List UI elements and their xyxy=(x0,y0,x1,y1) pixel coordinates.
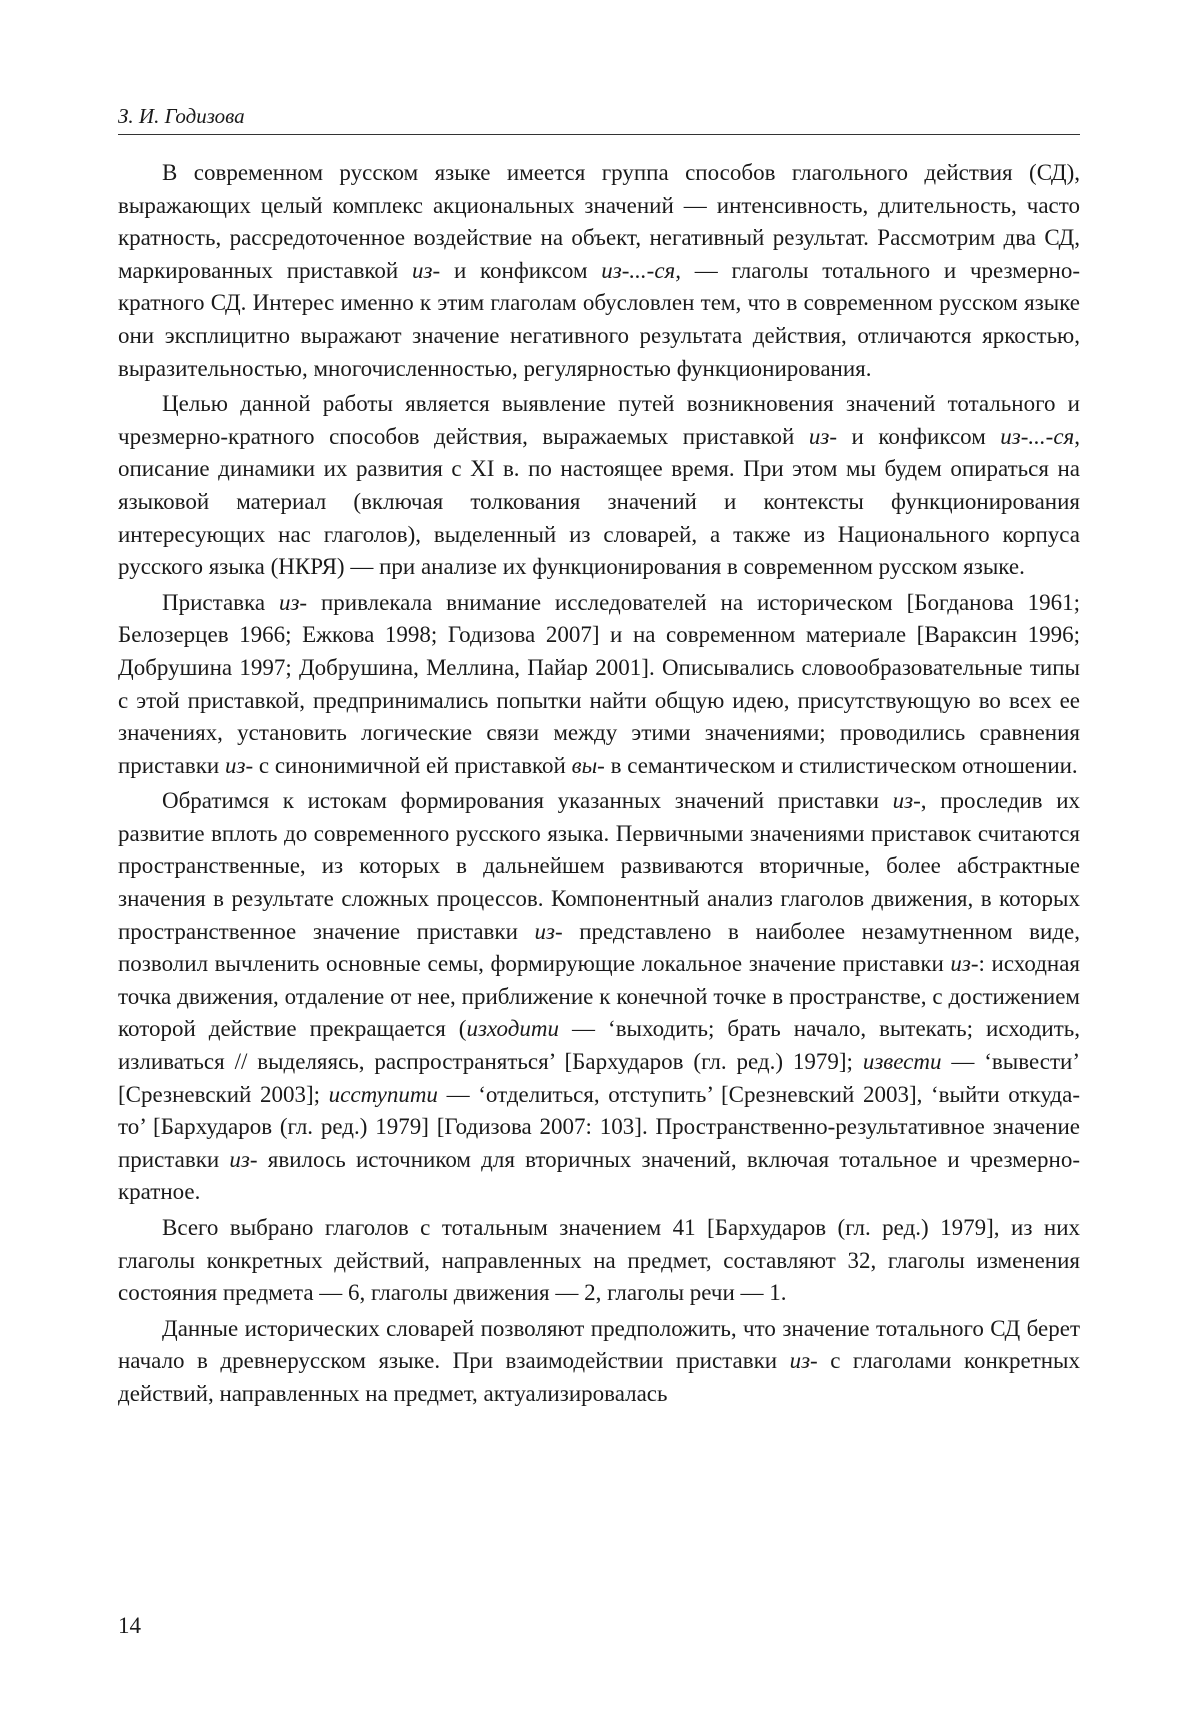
text-run: Целью данной работы является выявление путей возникновения значений тотального и чрезмерно-кратного способов действия, выражаемых приставкой xyxy=(118,391,1080,449)
paragraph xyxy=(118,785,1080,1209)
italic-term: из- xyxy=(534,918,563,944)
italic-term: из- xyxy=(808,423,837,449)
italic-term: из-...-ся xyxy=(1000,423,1075,449)
text-run: Приставка xyxy=(162,589,279,615)
text-run: с глаголами конкретных действий, направленных на предмет, актуализировалась xyxy=(118,1348,1081,1406)
italic-term: исступити xyxy=(328,1081,438,1107)
text-run: Данные исторических словарей позволяют предположить, что значение тотального СД берет начало в древнерусском языке. При взаимодействии приставки xyxy=(118,1315,1080,1374)
paragraph xyxy=(118,388,1080,584)
italic-term: изходити xyxy=(466,1016,560,1042)
paragraph xyxy=(118,587,1080,783)
text-run: и конфиксом xyxy=(440,257,602,283)
text-run: В современном русском языке имеется группа способов глагольного действия (СД), выражающих целый комплекс акциональных значений — интенсивность, длительность, часто кратность, рассредоточенное воздействие на объект, негативный результат. Рассмотрим два СД, маркированных приставкой xyxy=(118,160,1080,283)
text-run: , описание динамики их развития с XI в. по настоящее время. При этом мы будем опираться на языковой материал (включая толкования значений и контексты функционирования интересующих нас глаголов), выделенный из словарей, а также из Национального корпуса русского языка (НКРЯ) — при анализе их функционирования в современном русском языке. xyxy=(118,423,1080,580)
text-run: — ‘выходить; брать начало, вытекать; исходить, изливаться // выделяясь, распространяться’ [Бархударов (гл. ред.) 1979]; xyxy=(118,1016,1081,1075)
text-run: Всего выбрано глаголов с тотальным значением 41 [Бархударов (гл. ред.) 1979], из них глаголы конкретных действий, направленных на предмет, составляют 32, глаголы изменения состояния предмета — 6, глаголы движения — 2, глаголы речи — 1. xyxy=(118,1215,1080,1306)
text-run: — ‘вывести’ [Срезневский 2003]; xyxy=(118,1049,1080,1107)
text-run: и конфиксом xyxy=(836,423,1001,449)
italic-term: из- xyxy=(789,1348,818,1374)
italic-term: из- xyxy=(278,589,308,615)
page-number: 14 xyxy=(118,1613,141,1638)
text-run: Обратимся к истокам формирования указанных значений приставки xyxy=(162,788,893,814)
italic-term: извести xyxy=(862,1049,942,1075)
body-text xyxy=(118,157,1080,1414)
italic-term: из- xyxy=(892,788,921,814)
header-rule xyxy=(118,134,1080,135)
italic-term: из- xyxy=(412,257,441,283)
text-run: — глаголы тотального и чрезмерно-кратного СД. Интерес именно к этим глаголам обусловлен тем, что в современном русском языке они эксплицитно выражают значение негативного результата действия, отличаются яркостью, выразительностью, многочисленностью, регулярностью функционирования. xyxy=(118,257,1081,381)
text-run: явилось источником для вторичных значений, включая тотальное и чрезмерно-кратное. xyxy=(118,1146,1080,1205)
italic-term: вы- xyxy=(571,752,605,778)
text-run: — ‘отделиться, отступить’ [Срезневский 2003], ‘выйти откуда-то’ [Бархударов (гл. ред.) 1979] [Годизова 2007: 103]. Пространственно-результативное значение приставки xyxy=(118,1081,1080,1172)
text-run: с синонимичной ей приставкой xyxy=(253,752,572,778)
paragraph xyxy=(118,1212,1080,1310)
text-run: в семантическом и стилистическом отношении. xyxy=(604,752,1078,778)
italic-term: из-...-ся, xyxy=(601,257,681,283)
text-run: привлекала внимание исследователей на историческом [Богданова 1961; Белозерцев 1966; Ежкова 1998; Годизова 2007] и на современном материале [Вараксин 1996; Добрушина 1997; Добрушина, Меллина, Пайар 2001]. Описывались словообразовательные типы с этой приставкой, предпринимались попытки найти общую идею, присутствующую во всех ее значениях, установить логические связи между этими значениями; проводились сравнения приставки xyxy=(118,589,1080,778)
paragraph xyxy=(118,1313,1080,1411)
text-run: : исходная точка движения, отдаление от нее, приближение к конечной точке в пространстве, с достижением которой действие прекращается ( xyxy=(118,951,1080,1042)
italic-term: из- xyxy=(224,752,254,778)
paragraph xyxy=(118,157,1080,385)
italic-term: из- xyxy=(950,951,979,977)
text-run: представлено в наиболее незамутненном виде, позволил вычленить основные семы, формирующие локальное значение приставки xyxy=(118,918,1080,977)
text-run: , проследив их развитие вплоть до современного русского языка. Первичными значениями приставок считаются пространственные, из которых в дальнейшем развиваются вторичные, более абстрактные значения в результате сложных процессов. Компонентный анализ глаголов движения, в которых пространственное значение приставки xyxy=(118,788,1080,944)
italic-term: из- xyxy=(229,1146,258,1172)
running-header-author: З. И. Годизова xyxy=(118,104,245,128)
